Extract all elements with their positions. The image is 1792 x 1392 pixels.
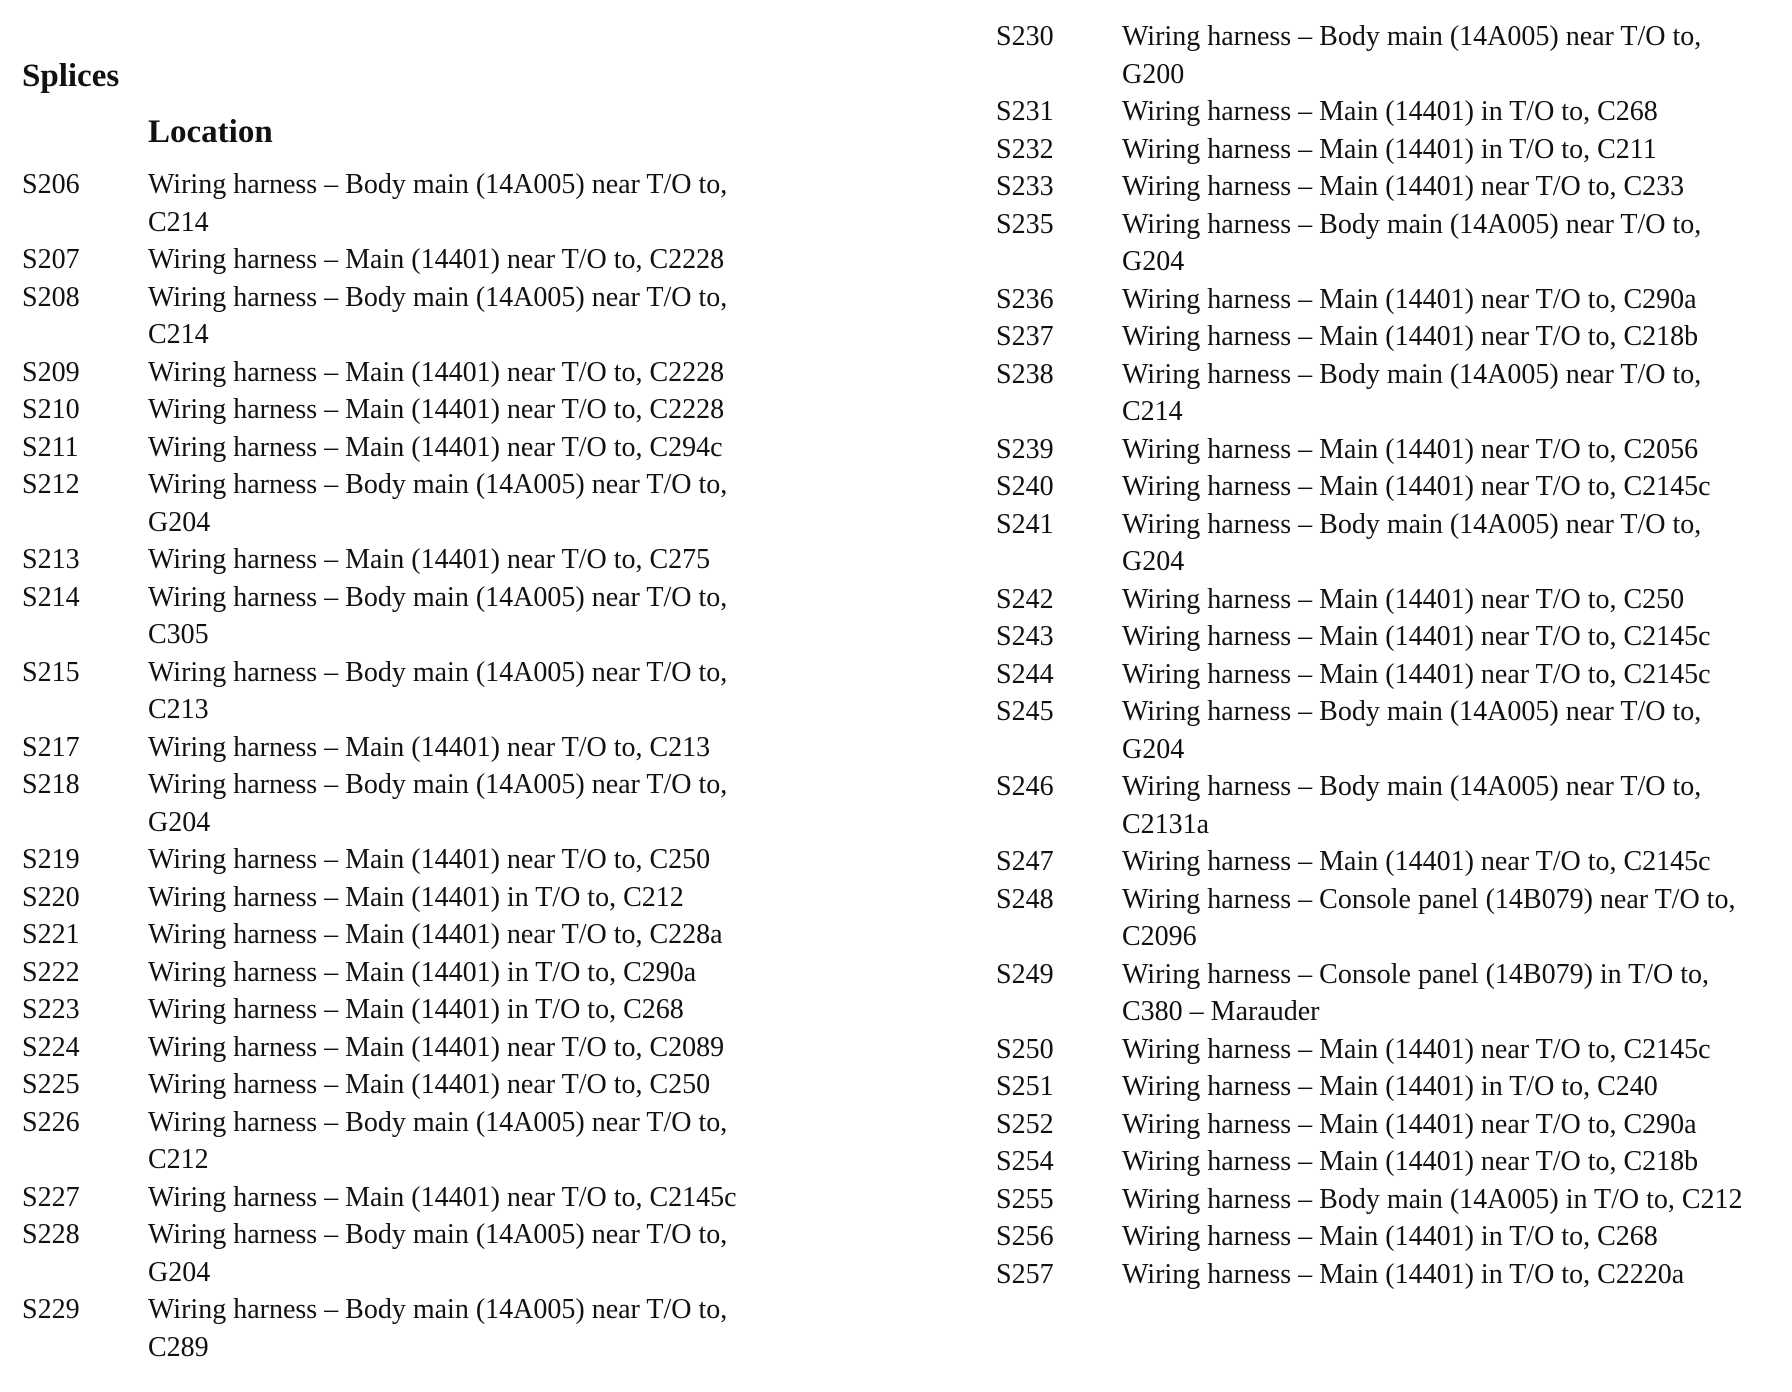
splice-location (1122, 1256, 1772, 1294)
splice-location-text: Wiring harness – Main (14401) in T/O to, C290a (148, 956, 697, 988)
splice-location-text: Wiring harness – Console panel (14B079) in T/O to, (1122, 958, 1710, 990)
splice-location (148, 916, 798, 954)
splice-entry (996, 131, 1772, 169)
splice-location (1122, 168, 1772, 206)
splice-location (1122, 1143, 1772, 1181)
splice-location-text: Wiring harness – Body main (14A005) near T/O to, (148, 1294, 728, 1325)
splice-location-text: Wiring harness – Main (14401) near T/O to, C2228 (148, 356, 725, 388)
splice-location-continuation: G204 (1122, 546, 1185, 577)
splice-location-text: Wiring harness – Main (14401) near T/O to, C2056 (1122, 433, 1699, 465)
splice-entry (22, 841, 798, 879)
splice-location-text: Wiring harness – Body main (14A005) near T/O to, (148, 581, 728, 613)
splice-location-continuation: C212 (148, 1144, 209, 1175)
splice-entry (996, 1218, 1772, 1256)
splice-location (148, 991, 798, 1029)
splice-location-continuation: C214 (1122, 396, 1183, 427)
splice-location-text: Wiring harness – Main (14401) near T/O to, C275 (148, 544, 711, 575)
splice-code: S232 (996, 133, 1054, 165)
splice-location-text: Wiring harness – Body main (14A005) near T/O to, (148, 769, 728, 800)
splice-location-text: Wiring harness – Body main (14A005) near T/O to, (148, 469, 728, 500)
splice-location-text: Wiring harness – Main (14401) near T/O to, C294c (148, 431, 723, 463)
splice-location-continuation: G204 (148, 806, 211, 838)
splice-location (148, 1291, 798, 1366)
splice-location (148, 279, 798, 354)
splice-entry (996, 1068, 1772, 1106)
splice-location-continuation: C289 (148, 1331, 209, 1363)
splice-entry (996, 956, 1772, 1031)
splice-entry (996, 881, 1772, 956)
splice-code: S248 (996, 883, 1054, 915)
splice-code: S238 (996, 358, 1054, 390)
splice-location-text: Wiring harness – Main (14401) in T/O to, C2220a (1122, 1258, 1685, 1290)
splice-entry (22, 279, 798, 354)
splice-code: S225 (22, 1069, 80, 1100)
splice-entry (996, 431, 1772, 469)
splice-code: S226 (22, 1106, 80, 1138)
splice-location-text: Wiring harness – Main (14401) near T/O to, C2145c (1122, 846, 1711, 877)
splice-location-continuation: G204 (148, 1256, 211, 1288)
splice-entry (996, 1031, 1772, 1069)
splice-code: S247 (996, 846, 1054, 877)
splice-entry (22, 466, 798, 541)
splice-location-text: Wiring harness – Main (14401) near T/O to, C250 (148, 844, 711, 875)
splice-location-continuation: C214 (148, 206, 209, 238)
splice-location (148, 1179, 798, 1217)
splice-location (1122, 93, 1772, 131)
splice-code: S218 (22, 769, 80, 800)
splice-code: S220 (22, 881, 80, 913)
splice-location (148, 391, 798, 429)
splice-location-text: Wiring harness – Main (14401) near T/O to, C2145c (1122, 621, 1711, 652)
splice-location-text: Wiring harness – Main (14401) near T/O to, C2145c (1122, 471, 1711, 502)
splice-location-text: Wiring harness – Main (14401) near T/O to, C2145c (1122, 658, 1711, 690)
splice-code: S227 (22, 1181, 80, 1213)
splice-code: S233 (996, 171, 1054, 202)
splice-entry (996, 693, 1772, 768)
splice-location-text: Wiring harness – Body main (14A005) near T/O to, (1122, 21, 1702, 52)
splice-location-continuation: G204 (148, 506, 211, 538)
splice-location (148, 466, 798, 541)
splice-code: S223 (22, 994, 80, 1025)
splice-location (1122, 18, 1772, 93)
splice-entry (22, 166, 798, 241)
splice-code: S255 (996, 1183, 1054, 1215)
splice-code: S224 (22, 1031, 80, 1063)
splice-code: S244 (996, 658, 1054, 690)
splice-code: S242 (996, 583, 1054, 615)
splice-location-text: Wiring harness – Body main (14A005) in T/O to, C212 (1122, 1183, 1743, 1215)
splice-code: S213 (22, 544, 80, 575)
splice-entry (22, 916, 798, 954)
splice-location (148, 766, 798, 841)
splice-entry (22, 879, 798, 917)
splice-location (148, 166, 798, 241)
splice-code: S252 (996, 1108, 1054, 1140)
splice-entry (22, 729, 798, 767)
splice-entry (22, 1066, 798, 1104)
splice-code: S230 (996, 21, 1054, 52)
column-header: Location (148, 114, 273, 150)
splice-location-text: Wiring harness – Main (14401) near T/O to, C290a (1122, 1108, 1697, 1140)
splice-entry (22, 1104, 798, 1179)
splice-location (148, 841, 798, 879)
splice-entry (22, 1179, 798, 1217)
splice-location-text: Wiring harness – Main (14401) in T/O to, C268 (1122, 96, 1658, 127)
splice-entry (996, 1106, 1772, 1144)
splice-location (1122, 618, 1772, 656)
splice-location-continuation: C380 – Marauder (1122, 996, 1320, 1027)
splice-list-right (996, 18, 1772, 1293)
splice-location (1122, 431, 1772, 469)
splice-entry (22, 991, 798, 1029)
section-title: Splices (22, 58, 120, 94)
splice-location (148, 354, 798, 392)
splice-location-continuation: G204 (1122, 733, 1185, 765)
splice-entry (996, 1181, 1772, 1219)
splice-location-text: Wiring harness – Body main (14A005) near T/O to, (1122, 771, 1702, 802)
splice-location-text: Wiring harness – Main (14401) near T/O to, C290a (1122, 283, 1697, 315)
splice-location-text: Wiring harness – Main (14401) near T/O to, C233 (1122, 171, 1685, 202)
splice-code: S231 (996, 96, 1054, 127)
splice-entry (22, 354, 798, 392)
splice-code: S206 (22, 169, 80, 200)
splice-location-text: Wiring harness – Main (14401) in T/O to, C240 (1122, 1071, 1658, 1102)
splice-code: S214 (22, 581, 80, 613)
splice-code: S249 (996, 958, 1054, 990)
splice-entry (22, 1029, 798, 1067)
splice-entry (22, 241, 798, 279)
splice-location-text: Wiring harness – Main (14401) near T/O to, C2145c (148, 1181, 737, 1213)
splice-location-text: Wiring harness – Body main (14A005) near T/O to, (1122, 508, 1702, 540)
splice-location (1122, 131, 1772, 169)
splice-code: S228 (22, 1219, 80, 1250)
splice-code: S257 (996, 1258, 1054, 1290)
splice-location-text: Wiring harness – Body main (14A005) near T/O to, (148, 1106, 728, 1138)
splice-entry (22, 1216, 798, 1291)
splice-location (1122, 206, 1772, 281)
splice-code: S221 (22, 919, 80, 950)
splice-code: S256 (996, 1221, 1054, 1252)
splice-entry (996, 618, 1772, 656)
splice-location (148, 1104, 798, 1179)
splice-location (1122, 1181, 1772, 1219)
splice-entry (996, 281, 1772, 319)
splice-code: S236 (996, 283, 1054, 315)
splice-location (148, 1066, 798, 1104)
splice-location-text: Wiring harness – Main (14401) near T/O to, C2145c (1122, 1033, 1711, 1065)
splice-entry (22, 541, 798, 579)
splice-location-text: Wiring harness – Main (14401) near T/O to, C250 (148, 1069, 711, 1100)
splice-entry (22, 429, 798, 467)
splice-code: S207 (22, 244, 80, 275)
splice-location-text: Wiring harness – Main (14401) near T/O to, C2228 (148, 394, 725, 425)
splice-location (1122, 581, 1772, 619)
splice-location (148, 879, 798, 917)
splice-code: S237 (996, 321, 1054, 352)
splice-location-continuation: G204 (1122, 246, 1185, 277)
splice-entry (996, 768, 1772, 843)
splice-code: S254 (996, 1146, 1054, 1177)
splice-location (148, 1216, 798, 1291)
splice-code: S209 (22, 356, 80, 388)
splice-code: S210 (22, 394, 80, 425)
splice-location-text: Wiring harness – Main (14401) near T/O to, C2228 (148, 244, 725, 275)
splice-location (148, 1029, 798, 1067)
splice-location-continuation: C213 (148, 694, 209, 725)
splice-location-text: Wiring harness – Main (14401) near T/O to, C250 (1122, 583, 1685, 615)
splice-location-text: Wiring harness – Main (14401) near T/O to, C213 (148, 731, 711, 763)
splice-entry (996, 93, 1772, 131)
splice-location-text: Wiring harness – Console panel (14B079) near T/O to, (1122, 883, 1736, 915)
splice-code: S241 (996, 508, 1054, 540)
splice-location-text: Wiring harness – Main (14401) near T/O to, C218b (1122, 321, 1699, 352)
splice-location (148, 541, 798, 579)
splice-entry (996, 506, 1772, 581)
splice-location (148, 729, 798, 767)
splice-code: S215 (22, 656, 80, 688)
splice-entry (996, 206, 1772, 281)
splice-location-continuation: C305 (148, 619, 209, 650)
splice-location-text: Wiring harness – Body main (14A005) near T/O to, (1122, 358, 1702, 390)
splice-list-left (22, 166, 798, 1366)
splice-location-continuation: C2131a (1122, 808, 1210, 840)
splice-location (148, 241, 798, 279)
splice-location (1122, 281, 1772, 319)
splice-location-continuation: C214 (148, 319, 209, 350)
splice-location-text: Wiring harness – Body main (14A005) near T/O to, (148, 656, 728, 688)
splice-entry (22, 391, 798, 429)
splice-entry (996, 356, 1772, 431)
splice-location-text: Wiring harness – Body main (14A005) near T/O to, (148, 169, 728, 200)
splice-entry (996, 656, 1772, 694)
splice-entry (22, 954, 798, 992)
splice-code: S240 (996, 471, 1054, 502)
splice-location-continuation: G200 (1122, 58, 1185, 90)
splice-location (1122, 881, 1772, 956)
splice-location (1122, 1031, 1772, 1069)
splice-code: S229 (22, 1294, 80, 1325)
splice-code: S219 (22, 844, 80, 875)
splice-entry (22, 1291, 798, 1366)
splice-location (1122, 693, 1772, 768)
splice-code: S217 (22, 731, 80, 763)
splice-location (1122, 956, 1772, 1031)
splice-entry (996, 581, 1772, 619)
splice-location (1122, 656, 1772, 694)
splice-entry (996, 18, 1772, 93)
splice-location-text: Wiring harness – Main (14401) near T/O to, C2089 (148, 1031, 725, 1063)
splice-location-text: Wiring harness – Main (14401) near T/O to, C228a (148, 919, 723, 950)
splice-location (148, 429, 798, 467)
splice-location (1122, 1218, 1772, 1256)
splice-entry (22, 579, 798, 654)
splice-location-text: Wiring harness – Main (14401) in T/O to, C211 (1122, 133, 1657, 165)
splice-entry (996, 1143, 1772, 1181)
splice-location (148, 579, 798, 654)
splice-location-text: Wiring harness – Main (14401) in T/O to, C212 (148, 881, 684, 913)
splice-location (1122, 506, 1772, 581)
splice-location-text: Wiring harness – Body main (14A005) near T/O to, (148, 281, 728, 313)
splice-location-text: Wiring harness – Body main (14A005) near T/O to, (148, 1219, 728, 1250)
splice-entry (22, 654, 798, 729)
splice-location (148, 654, 798, 729)
splice-location (1122, 843, 1772, 881)
splice-location (1122, 1068, 1772, 1106)
splice-location (1122, 1106, 1772, 1144)
splice-code: S239 (996, 433, 1054, 465)
splice-code: S222 (22, 956, 80, 988)
splice-code: S251 (996, 1071, 1054, 1102)
splice-entry (996, 468, 1772, 506)
splice-location-continuation: C2096 (1122, 921, 1197, 952)
splice-entry (996, 843, 1772, 881)
splice-location-text: Wiring harness – Body main (14A005) near T/O to, (1122, 696, 1702, 727)
splice-code: S245 (996, 696, 1054, 727)
splice-location-text: Wiring harness – Main (14401) in T/O to, C268 (148, 994, 684, 1025)
splice-code: S243 (996, 621, 1054, 652)
splice-code: S211 (22, 431, 79, 463)
splice-location (1122, 356, 1772, 431)
splice-location (1122, 318, 1772, 356)
splice-location (1122, 768, 1772, 843)
splice-code: S235 (996, 208, 1054, 240)
splice-location-text: Wiring harness – Body main (14A005) near T/O to, (1122, 208, 1702, 240)
splice-code: S250 (996, 1033, 1054, 1065)
splice-entry (996, 168, 1772, 206)
splice-code: S246 (996, 771, 1054, 802)
splice-code: S208 (22, 281, 80, 313)
splice-entry (22, 766, 798, 841)
splice-location (148, 954, 798, 992)
splice-entry (996, 1256, 1772, 1294)
splice-location-text: Wiring harness – Main (14401) near T/O to, C218b (1122, 1146, 1699, 1177)
splice-location-text: Wiring harness – Main (14401) in T/O to, C268 (1122, 1221, 1658, 1252)
splice-code: S212 (22, 469, 80, 500)
splice-location (1122, 468, 1772, 506)
splice-entry (996, 318, 1772, 356)
